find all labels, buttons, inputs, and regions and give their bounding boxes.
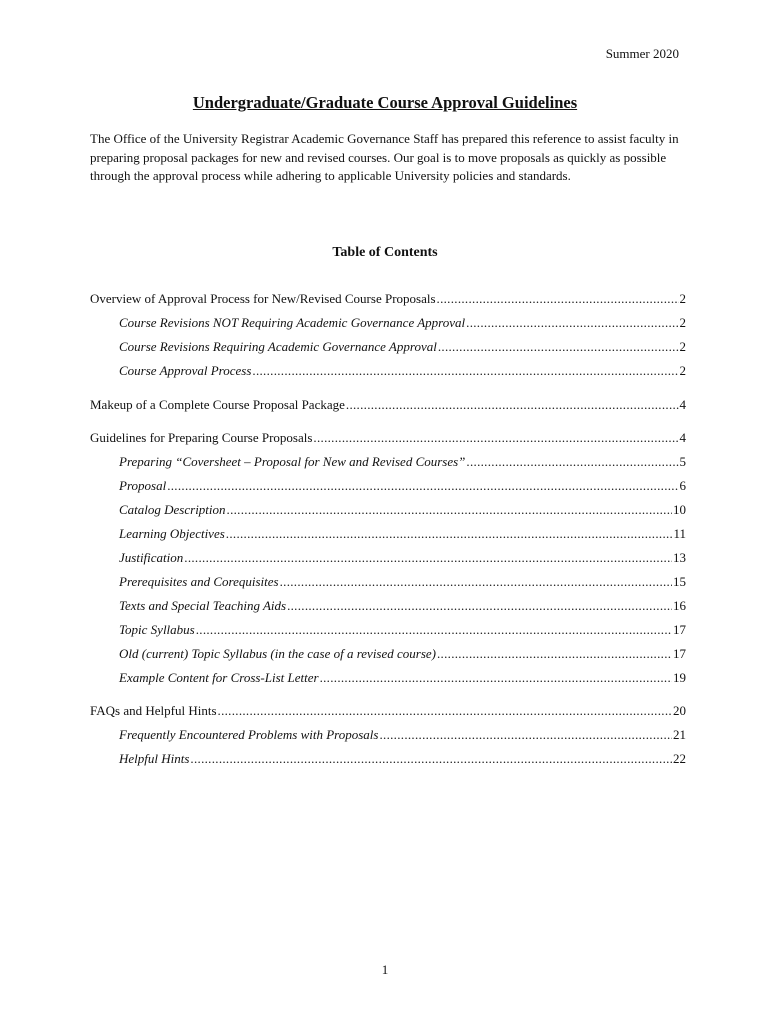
intro-paragraph: The Office of the University Registrar Academic Governance Staff has prepared this reference to assist faculty in preparing proposal packages for new and revised courses. Our goal is to move proposals as quickly as possible through the approval process while adhering to applicable University policies and standards.	[90, 131, 679, 183]
toc-entry-title: Topic Syllabus	[119, 622, 195, 637]
toc-entry[interactable]	[119, 573, 686, 591]
toc-entry-title: Overview of Approval Process for New/Revised Course Proposals	[90, 291, 436, 306]
toc-entry-page: 6	[679, 478, 686, 493]
toc-leader	[437, 645, 672, 663]
toc-entry-title: Course Revisions NOT Requiring Academic Governance Approval	[119, 315, 466, 330]
toc-entry[interactable]	[119, 597, 686, 615]
toc-entry-title: Guidelines for Preparing Course Proposals	[90, 430, 313, 445]
toc-entry-page: 10	[673, 502, 686, 517]
toc-entry-title: FAQs and Helpful Hints	[90, 703, 217, 718]
toc-leader	[438, 338, 679, 356]
toc-entry[interactable]	[119, 314, 686, 332]
toc-entry-title: Makeup of a Complete Course Proposal Package	[90, 397, 345, 412]
toc-entry[interactable]	[119, 669, 686, 687]
toc-entry-page: 4	[679, 430, 686, 445]
toc-leader	[227, 501, 672, 519]
toc-leader	[196, 621, 672, 639]
toc-entry-title: Frequently Encountered Problems with Proposals	[119, 727, 379, 742]
toc-leader	[287, 597, 672, 615]
toc-entry-title: Preparing “Coversheet – Proposal for New and Revised Courses”	[119, 454, 466, 469]
toc-leader	[466, 453, 678, 471]
toc-entry-title: Course Revisions Requiring Academic Governance Approval	[119, 339, 437, 354]
toc-entry-title: Proposal	[119, 478, 167, 493]
toc-entry[interactable]	[90, 290, 686, 308]
toc-entry-page: 2	[679, 363, 686, 378]
toc-entry[interactable]	[119, 525, 686, 543]
toc-entry-page: 13	[673, 550, 686, 565]
toc-entry[interactable]	[119, 501, 686, 519]
toc-entry-title: Catalog Description	[119, 502, 226, 517]
date-header: Summer 2020	[605, 46, 679, 61]
document-title: Undergraduate/Graduate Course Approval Guidelines	[192, 93, 578, 112]
toc-entry-page: 2	[679, 291, 686, 306]
toc-entry-title: Learning Objectives	[119, 526, 225, 541]
toc-entry-page: 4	[679, 397, 686, 412]
toc-leader	[437, 290, 679, 308]
toc-entry[interactable]	[90, 702, 686, 720]
toc-entry-page: 19	[673, 670, 686, 685]
toc-entry-title: Old (current) Topic Syllabus (in the case of a revised course)	[119, 646, 436, 661]
toc-leader	[379, 726, 672, 744]
toc-entry-page: 17	[673, 646, 686, 661]
toc-entry-page: 17	[673, 622, 686, 637]
toc-entry-page: 16	[673, 598, 686, 613]
toc-entry-title: Prerequisites and Corequisites	[119, 574, 279, 589]
toc-entry[interactable]	[90, 429, 686, 447]
toc-leader	[280, 573, 672, 591]
toc-entry[interactable]	[119, 645, 686, 663]
toc-entry-page: 11	[673, 526, 686, 541]
toc-leader	[466, 314, 678, 332]
toc-entry[interactable]	[119, 362, 686, 380]
toc-leader	[190, 750, 672, 768]
toc-heading: Table of Contents	[332, 245, 438, 260]
toc-leader	[167, 477, 678, 495]
toc-leader	[226, 525, 673, 543]
toc-entry-page: 21	[673, 727, 686, 742]
toc-entry-title: Texts and Special Teaching Aids	[119, 598, 287, 613]
toc-entry-page: 5	[679, 454, 686, 469]
toc-leader	[346, 396, 679, 414]
toc-entry[interactable]	[119, 750, 686, 768]
toc-entry-title: Justification	[119, 550, 184, 565]
toc-entry[interactable]	[119, 549, 686, 567]
toc-leader	[313, 429, 678, 447]
toc-entry-page: 15	[673, 574, 686, 589]
toc-entry[interactable]	[90, 396, 686, 414]
toc-entry[interactable]	[119, 477, 686, 495]
toc-entry-title: Helpful Hints	[119, 751, 190, 766]
toc-entry-page: 22	[673, 751, 686, 766]
toc-entry-page: 20	[673, 703, 686, 718]
toc-entry-page: 2	[679, 315, 686, 330]
toc-leader	[184, 549, 672, 567]
toc-entry[interactable]	[119, 726, 686, 744]
toc-entry[interactable]	[119, 338, 686, 356]
toc-leader	[252, 362, 678, 380]
toc-entry[interactable]	[119, 621, 686, 639]
toc-entry-title: Course Approval Process	[119, 363, 252, 378]
toc-leader	[320, 669, 672, 687]
toc-entry-page: 2	[679, 339, 686, 354]
toc-entry-title: Example Content for Cross-List Letter	[119, 670, 319, 685]
page-number: 1	[381, 962, 389, 977]
toc-leader	[218, 702, 672, 720]
toc-entry[interactable]	[119, 453, 686, 471]
